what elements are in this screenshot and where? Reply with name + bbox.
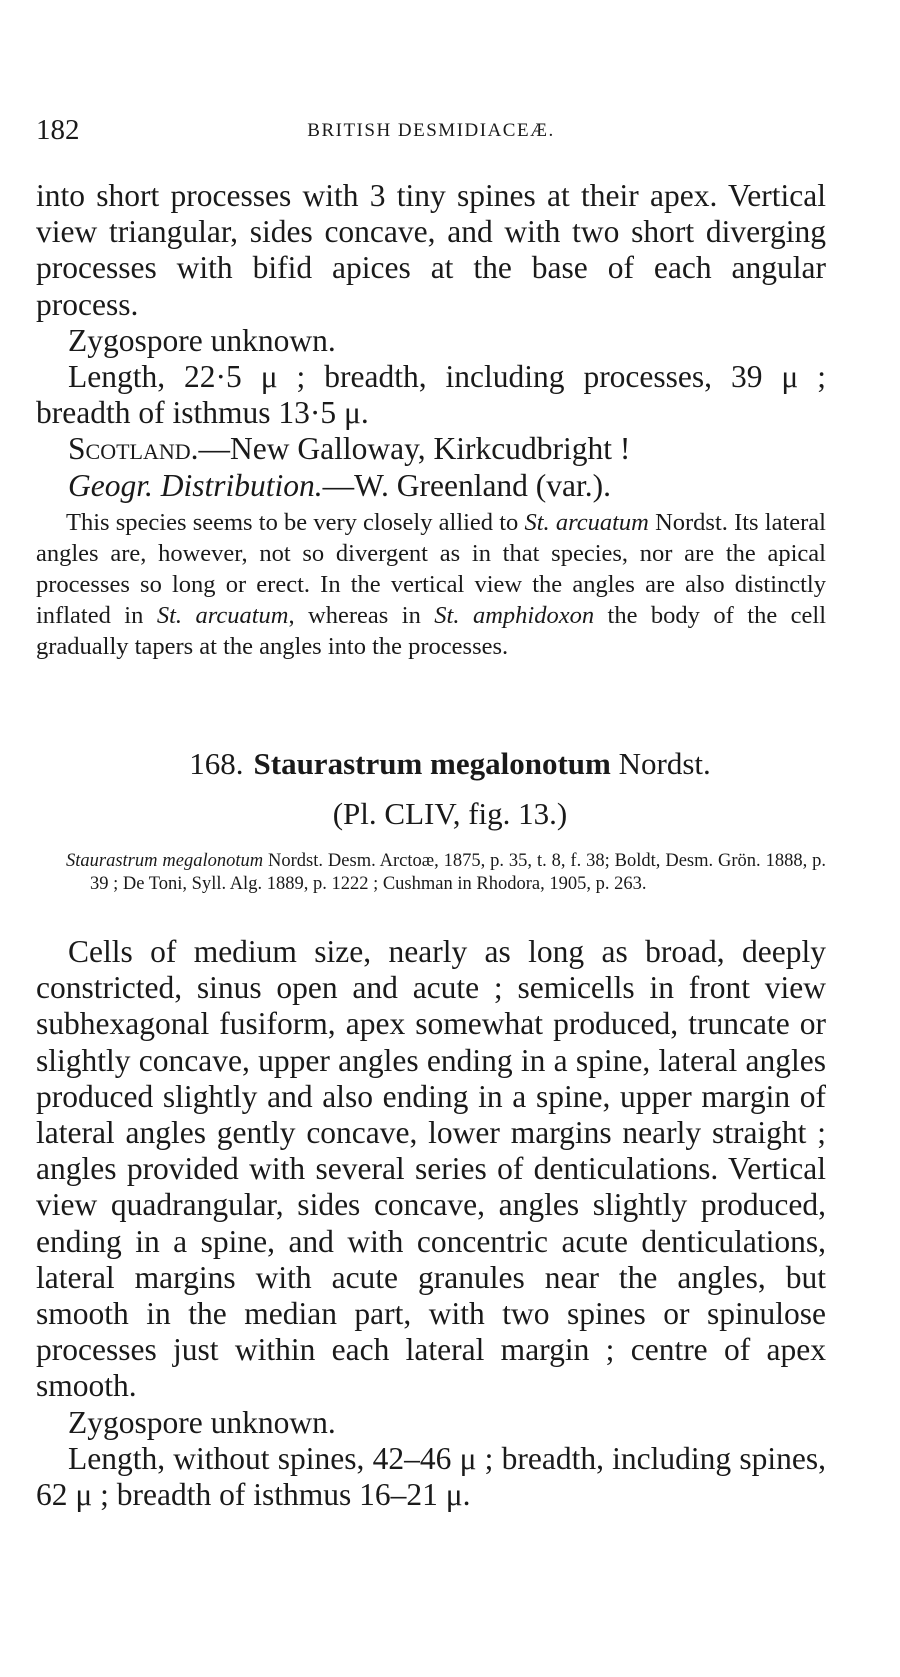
locality-line: [36, 431, 826, 467]
distribution-line: [36, 468, 826, 504]
species-author: Nordst.: [618, 746, 711, 781]
running-head: BRITISH DESMIDIACEÆ.: [307, 120, 555, 141]
note-text: , whereas in: [288, 602, 435, 629]
measurements: Length, without spines, 42–46 μ ; breadth, including spines, 62 μ ; breadth of isthmus 16–21 μ.: [36, 1440, 826, 1513]
previous-entry: [36, 178, 826, 504]
plate-reference: (Pl. CLIV, fig. 13.): [332, 796, 568, 831]
note-text: the body of the cell gradually tapers at the angles into the processes.: [36, 602, 827, 660]
page-header: [36, 114, 826, 154]
zygospore-line: Zygospore unknown.: [68, 1404, 336, 1440]
species-heading: [0, 746, 900, 782]
note-taxon: St. amphidoxon: [434, 602, 595, 629]
note-taxon: St. arcuatum: [524, 509, 649, 536]
distribution-label: Geogr. Distribution.: [68, 467, 323, 503]
species-number: 168.: [189, 746, 244, 781]
distribution-text: —W. Greenland (var.).: [322, 467, 612, 503]
measurements: Length, 22·5 μ ; breadth, including processes, 39 μ ; breadth of isthmus 13·5 μ.: [36, 359, 826, 431]
page-number: 182: [36, 114, 80, 146]
description-continuation: into short processes with 3 tiny spines at their apex. Vertical view triangular, sides concave, and with two short diverging processes with bifid apices at the base of each angular process.: [36, 178, 826, 322]
note-taxon: St. arcuatum: [156, 602, 289, 629]
reference-taxon: Staurastrum megalonotum: [66, 851, 264, 871]
species-description: [36, 934, 826, 1513]
species-name: Staurastrum megalonotum: [253, 746, 611, 781]
description-paragraph: Cells of medium size, nearly as long as broad, deeply constricted, sinus open and acute ; semicells in front view subhexagonal fusiform, apex somewhat produced, truncate or slightly concave, upper angles ending in a spine, lateral angles produced slightly and also ending in a spine, upper margin of lateral angles gently concave, lower margins nearly straight ; angles provided with several series of denticulations. Vertical view quadrangular, sides concave, angles slightly produced, ending in a spine, and with concentric acute denticulations, lateral margins with acute granules near the angles, but smooth in the median part, with two spines or spinulose processes just within each lateral margin ; centre of apex smooth.: [36, 934, 826, 1404]
note-text: This species seems to be very closely allied to: [66, 509, 525, 536]
bibliographic-references: [66, 850, 826, 896]
note-paragraph: [36, 507, 826, 662]
locality-text: —New Galloway, Kirkcudbright !: [198, 431, 631, 467]
note-text: Nordst. Its lateral angles are, however, not so divergent as in that species, nor are the apical processes so long or erect. In the vertical view the angles are also distinctly inflated in: [36, 509, 826, 629]
zygospore-line: Zygospore unknown.: [68, 322, 336, 358]
species-note: [36, 507, 826, 662]
reference-paragraph: [66, 850, 826, 896]
reference-text: Nordst. Desm. Arctoæ, 1875, p. 35, t. 8, f. 38; Boldt, Desm. Grön. 1888, p. 39 ; De Toni, Syll. Alg. 1889, p. 1222 ; Cushman in Rhodora, 1905, p. 263.: [90, 851, 827, 894]
locality-label: Scotland.: [68, 431, 199, 467]
